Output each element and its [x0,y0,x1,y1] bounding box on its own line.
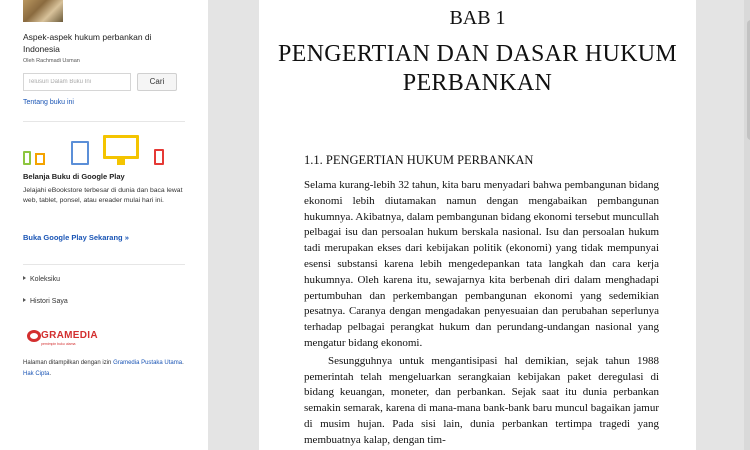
logo-text: GRAMEDIA [41,330,98,341]
logo-tagline: pemimpin buku utama [41,342,76,346]
ereader-icon [35,153,45,165]
section-heading: 1.1. PENGERTIAN HUKUM PERBANKAN [304,153,534,167]
nav-item-koleksiku[interactable] [23,276,60,283]
nav-item-label: Histori Saya [30,298,68,305]
gramedia-g-icon [27,330,41,342]
scrollbar[interactable] [744,0,750,450]
open-google-play-link[interactable]: Buka Google Play Sekarang » [23,233,129,242]
publisher-link[interactable]: Gramedia Pustaka Utama [113,360,183,366]
chapter-title: PENGERTIAN DAN DASAR HUKUM PERBANKAN [277,41,678,96]
paragraph: Selama kurang-lebih 32 tahun, kita baru menyadari bahwa pembangunan bidang ekonomi lebih diutamakan namun dengan mengabaikan pembangunan hukumnya. Akibatnya, dalam pembangunan bidang ekonomi tersebut muncullah pelbagai isu dan persoalan hukum berskala nasional. Isu dan persoalan hukum tadi merupakan ekses dari kebijakan politik (ekonomi) yang tidak mempunyai esensi substansi karena lebih mengedepankan tata langkah dan cara kerja hukumnya. Oleh karena itu, sewajarnya kita berbenah diri dalam menghadapi pertumbuhan dan perkembangan pembangunan ekonomi yang sedemikian pesatnya. Caranya dengan mengadakan penyesuaian dan perubahan seperlunya terhadap pelbagai perangkat hukum dan perundang-undangan nasional yang mengatur bidang ekonomi. [304,179,659,349]
copyright-prefix: Halaman ditampilkan dengan izin [23,360,112,366]
triangle-right-icon [23,298,26,302]
search-button[interactable]: Cari [137,73,177,91]
nav-item-histori[interactable] [23,298,68,305]
book-page [259,0,696,450]
gramedia-logo[interactable] [27,328,107,348]
nav-item-label: Koleksiku [30,276,60,283]
sidebar [0,0,208,450]
monitor-icon [103,135,139,159]
divider [23,264,185,265]
book-cover-thumbnail[interactable] [23,0,63,22]
play-heading: Belanja Buku di Google Play [23,172,125,181]
monitor-stand-icon [117,159,125,165]
book-author: Oleh Rachmadi Usman [23,58,80,64]
triangle-right-icon [23,276,26,280]
play-description: Jelajahi eBookstore terbesar di dunia dan baca lewat web, tablet, ponsel, atau ereader mulai hari ini. [23,187,183,204]
book-title: Aspek-aspek hukum perbankan di Indonesia [23,32,152,54]
copyright-link[interactable]: Hak Cipta [23,371,50,377]
chapter-number: BAB 1 [449,7,506,29]
devices-illustration [23,133,173,165]
paragraph: Sesungguhnya untuk mengantisipasi hal demikian, sejak tahun 1988 pemerintah telah mengeluarkan serangkaian kebijakan paket deregulasi di bidang keuangan, moneter, dan perbankan. Sejak saat itu dunia perbankan semakin semarak, karena di mana-mana bank-bank baru muncul bagaikan jamur di musim hujan. Pada sisi lain, dunia perbankan tertimpa tragedi yang membuatnya kalap, dengan tim- [304,354,659,446]
page-body [304,178,659,449]
copyright-notice: Halaman ditampilkan dengan izin Gramedia Pustaka Utama. Hak Cipta. [23,360,184,377]
tablet-icon [71,141,89,165]
phone-icon [23,151,31,165]
divider [23,121,185,122]
about-book-link[interactable]: Tentang buku ini [23,99,74,106]
book-viewer [208,0,750,450]
search-in-book-input[interactable] [23,73,131,91]
smartphone-icon [154,149,164,165]
